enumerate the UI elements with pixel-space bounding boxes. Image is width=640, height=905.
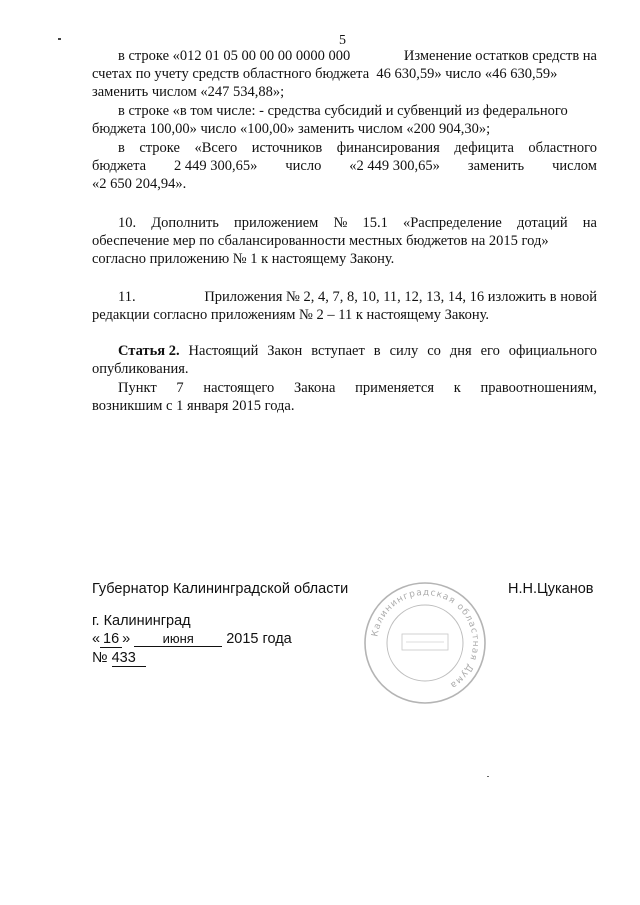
paragraph-line: заменить числом «247 534,88»; xyxy=(92,84,285,100)
signatory-name: Н.Н.Цуканов xyxy=(508,581,594,597)
paragraph-line: согласно приложению № 1 к настоящему Закону. xyxy=(92,251,395,267)
article-heading-line: Статья 2. Настоящий Закон вступает в силу со дня его официального xyxy=(118,343,597,359)
scan-dot xyxy=(487,776,489,777)
paragraph-line: возникшим с 1 января 2015 года. xyxy=(92,398,295,414)
page-number: 5 xyxy=(339,33,346,48)
date-day: 16 xyxy=(100,632,122,648)
article-label: Статья 2. xyxy=(118,343,180,359)
paragraph-line: бюджета 100,00» число «100,00» заменить числом «200 904,30»; xyxy=(92,121,491,137)
paragraph-line: 10. Дополнить приложением № 15.1 «Распределение дотаций на xyxy=(118,215,597,231)
date-month: июня xyxy=(134,631,222,647)
paragraph-line: «2 650 204,94». xyxy=(92,176,187,192)
paragraph-line: Пункт 7 настоящего Закона применяется к правоотношениям, xyxy=(118,380,597,396)
official-stamp xyxy=(360,578,490,708)
paragraph-line: редакции согласно приложениям № 2 – 11 к настоящему Закону. xyxy=(92,307,490,323)
svg-text:Калининградская областная Дума: Калининградская областная Дума xyxy=(370,587,481,691)
paragraph-line: в строке «в том числе: - средства субсидий и субвенций из федерального xyxy=(118,103,568,119)
paragraph-line: 11. Приложения № 2, 4, 7, 8, 10, 11, 12, 13, 14, 16 изложить в новой xyxy=(118,289,597,305)
document-date: « 16 » июня 2015 года xyxy=(92,631,292,647)
paragraph-line: в строке «012 01 05 00 00 00 0000 000 Изменение остатков средств на xyxy=(118,48,597,64)
paragraph-line: бюджета 2 449 300,65» число «2 449 300,65» заменить числом xyxy=(92,158,597,174)
paragraph-line: в строке «Всего источников финансирования дефицита областного xyxy=(118,140,597,156)
scan-mark xyxy=(58,38,61,40)
city: г. Калининград xyxy=(92,613,191,629)
paragraph-line: опубликования. xyxy=(92,361,189,377)
document-number: № 433 xyxy=(92,650,146,667)
number-value: 433 xyxy=(112,651,146,667)
signatory-position: Губернатор Калининградской области xyxy=(92,581,349,597)
paragraph-line: счетах по учету средств областного бюджета 46 630,59» число «46 630,59» xyxy=(92,66,558,82)
paragraph-line: обеспечение мер по сбалансированности местных бюджетов на 2015 год» xyxy=(92,233,549,249)
